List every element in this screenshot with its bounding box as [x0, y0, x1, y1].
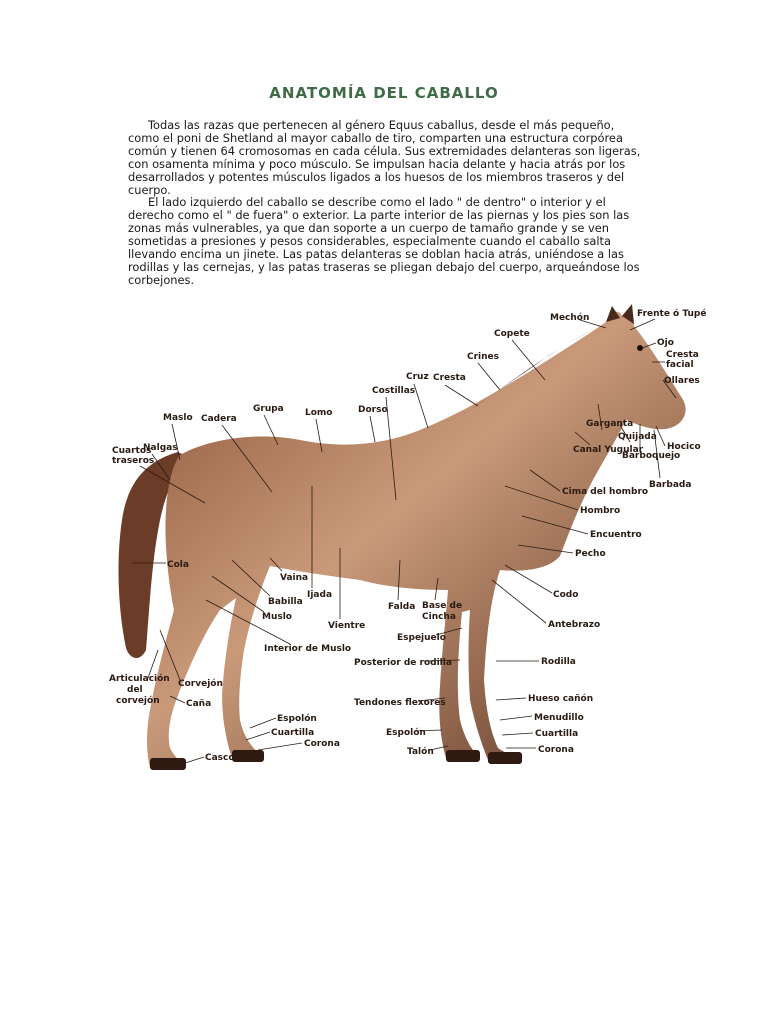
label-crines: Crines: [467, 352, 499, 362]
label-hocico: Hocico: [667, 442, 701, 452]
label-nalgas: Nalgas: [143, 443, 178, 453]
label-corvejon: Corvejón: [178, 679, 223, 689]
horse-anatomy-figure: [0, 300, 768, 790]
label-cima-hombro: Cima del hombro: [562, 487, 649, 497]
label-menudillo: Menudillo: [534, 713, 584, 723]
label-garganta: Garganta: [586, 419, 634, 429]
label-antebrazo: Antebrazo: [548, 620, 601, 630]
label-frente: Frente ó Tupé: [637, 309, 707, 319]
label-codo: Codo: [553, 590, 579, 600]
label-ollares: Ollares: [664, 376, 700, 386]
label-barbada: Barbada: [649, 480, 692, 490]
label-lomo: Lomo: [305, 408, 333, 418]
label-tendones: Tendones flexores: [354, 698, 446, 708]
label-pecho: Pecho: [575, 549, 606, 559]
label-cresta-facial-2: facial: [666, 360, 694, 370]
label-muslo: Muslo: [262, 612, 292, 622]
label-maslo: Maslo: [163, 413, 193, 423]
page-title: ANATOMÍA DEL CABALLO: [269, 84, 499, 102]
label-costillas: Costillas: [372, 386, 416, 396]
label-canal-yugular: Canal Yugular: [573, 445, 644, 455]
label-espolon-der: Espolón: [386, 728, 426, 738]
label-quijada: Quijada: [618, 432, 657, 442]
label-cuartilla-der: Cuartilla: [535, 729, 579, 739]
label-corona-izq: Corona: [304, 739, 340, 749]
label-grupa: Grupa: [253, 404, 284, 414]
label-interior-muslo: Interior de Muslo: [264, 644, 352, 654]
label-babilla: Babilla: [268, 597, 303, 607]
label-cresta: Cresta: [433, 373, 466, 383]
label-base-cincha-2: Cincha: [422, 612, 456, 622]
label-cresta-facial-1: Cresta: [666, 350, 699, 360]
paragraph: El lado izquierdo del caballo se describe como el lado " de dentro" o interior y el derecho como el " de fuera" o exterior. La parte interior de las piernas y los pies son las zonas más vulnerables, ya que dan soporte a un cuerpo de tamaño grande y se ven sometidas a presiones y pesos considerables, especialmente cuando el caballo salta llevando encima un jinete. Las patas delanteras se doblan hacia atrás, uniéndose a las rodillas y las cernejas, y las patas traseras se pliegan debajo del cuerpo, arqueándose los corbejones.: [128, 195, 640, 287]
label-cadera: Cadera: [201, 414, 237, 424]
label-barboquejo: Barboquejo: [622, 451, 681, 461]
label-talon: Talón: [407, 747, 434, 757]
label-rodilla: Rodilla: [541, 657, 576, 667]
label-dorso: Dorso: [358, 405, 388, 415]
body-text: [128, 119, 644, 287]
label-vientre: Vientre: [328, 621, 366, 631]
label-falda: Falda: [388, 602, 416, 612]
label-posterior-rodilla: Posterior de rodilla: [354, 658, 452, 668]
label-articulacion-1: Articulación: [109, 674, 170, 684]
label-cana: Caña: [186, 699, 212, 709]
label-corona-der: Corona: [538, 745, 574, 755]
label-hueso-canon: Hueso cañón: [528, 694, 594, 704]
label-ijada: Ijada: [307, 590, 333, 600]
label-espolon-izq: Espolón: [277, 714, 317, 724]
label-articulacion-2: del: [127, 685, 143, 695]
label-copete: Copete: [494, 329, 530, 339]
label-cuartos-1: Cuartos: [112, 446, 152, 456]
label-cruz: Cruz: [406, 372, 429, 382]
label-articulacion-3: corvejón: [116, 696, 160, 706]
label-cola: Cola: [167, 560, 189, 570]
label-casco: Casco: [205, 753, 235, 763]
label-vaina: Vaina: [280, 573, 309, 583]
label-encuentro: Encuentro: [590, 530, 642, 540]
label-ojo: Ojo: [657, 338, 674, 348]
paragraph: Todas las razas que pertenecen al género Equus caballus, desde el más pequeño, como el poni de Shetland al mayor caballo de tiro, comparten una estructura corpórea común y tienen 64 cromosomas en cada célula. Sus extremidades delanteras son ligeras, con osamenta mínima y poco músculo. Se impulsan hacia delante y hacia atrás por los desarrollados y potentes músculos ligados a los huesos de los miembros traseros y del cuerpo.: [128, 118, 641, 197]
label-espejuelo: Espejuelo: [397, 633, 446, 643]
label-hombro: Hombro: [580, 506, 621, 516]
label-cuartilla-izq: Cuartilla: [271, 728, 315, 738]
label-base-cincha-1: Base de: [422, 601, 463, 611]
label-mechon: Mechón: [550, 313, 590, 323]
label-cuartos-2: traseros: [112, 456, 155, 466]
